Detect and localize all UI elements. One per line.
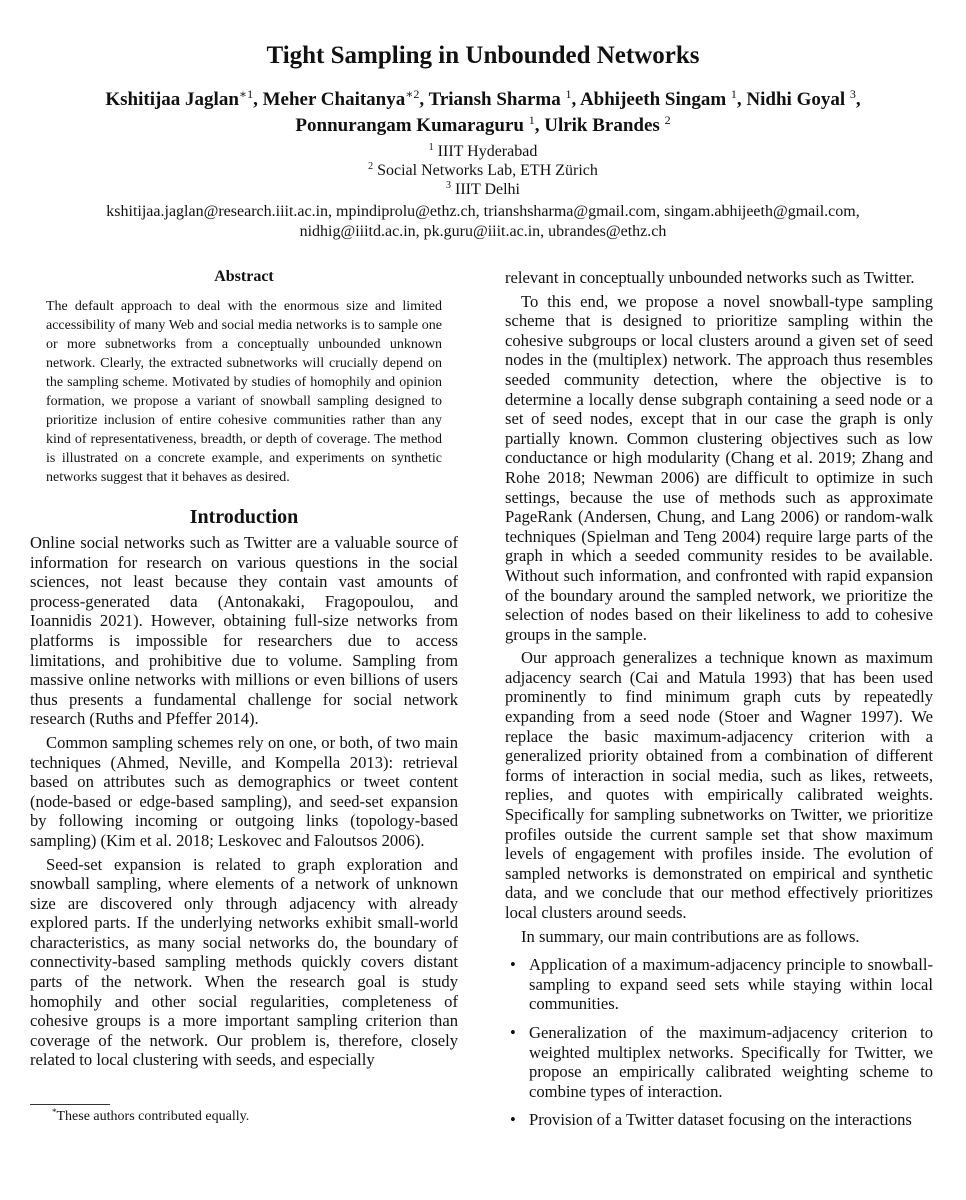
- bullet-icon: •: [510, 1022, 516, 1042]
- paper-title: Tight Sampling in Unbounded Networks: [266, 42, 700, 69]
- affiliation: $^1$ IIIT Hyderabad: [428, 142, 538, 160]
- body-paragraph: Online social networks such as Twitter are a valuable source of information for research on various questions in the social sciences, not least because they contain vast amounts of process-generated data (Antonakaki, Fragopoulou, and Ioannidis 2021). However, obtaining full-size networks from platforms is impossible for researchers due to access limitations, and prohibitive due to volume. Sampling from massive online networks with millions or even billions of users thus presents a fundamental challenge for social network research (Ruths and Pfeffer 2014).: [30, 533, 458, 729]
- footnote-rule: [30, 1104, 110, 1105]
- email-line: nidhig@iiitd.ac.in, pk.guru@iiit.ac.in, ubrandes@ethz.ch: [299, 223, 667, 240]
- body-paragraph: relevant in conceptually unbounded networks such as Twitter.: [505, 268, 915, 287]
- email-list: [30, 202, 936, 242]
- right-column: [505, 268, 933, 1139]
- abstract-text: The default approach to deal with the enormous size and limited accessibility of many Web and social media networks is to sample one or more subnetworks from a conceptually unbounded unknown network. Clearly, the extracted subnetworks will crucially depend on the sampling scheme. Motivated by studies of homophily and opinion formation, we propose a variant of snowball sampling designed to prioritize inclusion of entire cohesive communities rather than any kind of representativeness, breadth, or depth of coverage. The method is illustrated on a concrete example, and experiments on synthetic networks suggest that it behaves as desired.: [46, 299, 442, 485]
- author-list: [40, 87, 926, 139]
- email-line: kshitijaa.jaglan@research.iiit.ac.in, mpindiprolu@ethz.ch, trianshsharma@gmail.com, singam.abhijeeth@gmail.com,: [106, 203, 860, 220]
- author: Meher Chaitanya$^{∗2}$,: [262, 87, 429, 110]
- author: Abhijeeth Singam $^1$,: [579, 87, 747, 110]
- body-paragraph: In summary, our main contributions are as follows.: [521, 926, 860, 946]
- body-paragraph: Seed-set expansion is related to graph exploration and snowball sampling, where elements of a network of unknown size are discovered only through adjacency with already explored parts. If the underlying networks exhibit small-world characteristics, as many social networks do, the boundary of connectivity-based sampling methods quickly covers distant parts of the network. When the research goal is study homophily and other social regularities, completeness of cohesive groups is a more important sampling criterion than coverage of the network. Our problem is, therefore, closely related to local clustering with seeds, and especially: [30, 854, 458, 1070]
- contribution-list: [505, 955, 933, 1130]
- list-item: • Provision of a Twitter dataset focusing on the interactions: [510, 1110, 912, 1130]
- abstract-heading: Abstract: [214, 268, 274, 285]
- affiliation: $^3$ IIIT Delhi: [445, 180, 520, 198]
- footnote: *These authors contributed equally.: [52, 1107, 250, 1124]
- author: Ponnurangam Kumaraguru $^1$,: [295, 113, 545, 136]
- bullet-icon: •: [510, 1110, 516, 1130]
- left-column: [30, 264, 458, 1070]
- author: Triansh Sharma $^1$,: [428, 87, 580, 110]
- list-item: • Application of a maximum-adjacency principle to snowball-sampling to expand seed sets while staying within local communities.: [510, 955, 933, 1014]
- body-paragraph: Our approach generalizes a technique known as maximum adjacency search (Cai and Matula 1993) that has been used prominently to find minimum graph cuts by repeatedly expanding from a seed node (Stoer and Wagner 1997). We replace the basic maximum-adjacency criterion with a generalized priority obtained from a combination of different forms of interaction in social media, such as likes, retweets, replies, and quotes with empirically calibrated weights. Specifically for sampling subnetworks on Twitter, we prioritize profiles outside the current sample set that show maximum levels of engagement with profiles inside. The evolution of sampled networks is demonstrated on empirical and synthetic data, and we conclude that our method effectively prioritizes local clusters around seeds.: [505, 648, 933, 922]
- author: Nidhi Goyal $^3$,: [746, 87, 861, 110]
- affiliation: $^2$ Social Networks Lab, ETH Zürich: [368, 161, 598, 179]
- affiliation-list: [0, 142, 966, 199]
- author: Ulrik Brandes $^2$: [544, 113, 671, 136]
- author: Kshitijaa Jaglan$^{∗1}$,: [105, 87, 263, 110]
- list-item: • Generalization of the maximum-adjacency criterion to weighted multiplex networks. Specifically for Twitter, we propose an empirically calibrated weighting scheme to combine types of interaction.: [510, 1022, 933, 1101]
- introduction-heading: Introduction: [189, 506, 299, 528]
- body-paragraph: To this end, we propose a novel snowball-type sampling scheme that is designed to prioritize sampling within the cohesive subgroups or local clusters around a given set of seed nodes in the (multiplex) network. The approach thus resembles seeded community detection, where the objective is to determine a locally dense subgraph containing a seed node or a set of seed nodes, except that in our case the graph is only partially known. Common clustering objectives such as low conductance or high modularity (Chang et al. 2019; Zhang and Rohe 2018; Newman 2006) are difficult to optimize in such settings, because the use of methods such as approximate PageRank (Andersen, Chung, and Lang 2006) or random-walk techniques (Spielman and Teng 2004) require large parts of the graph in which a seeded community resides to be available. Without such information, and confronted with rapid expansion of the boundary around the sampled network, we prioritize the selection of nodes based on their likeliness to add to cohesive groups in the sample.: [505, 291, 933, 644]
- bullet-icon: •: [510, 955, 516, 975]
- body-paragraph: Common sampling schemes rely on one, or both, of two main techniques (Ahmed, Neville, and Kompella 2013): retrieval based on attributes such as demographics or tweet content (node-based or edge-based sampling), and seed-set expansion by following incoming or outgoing links (topology-based sampling) (Kim et al. 2018; Leskovec and Faloutsos 2006).: [30, 732, 458, 850]
